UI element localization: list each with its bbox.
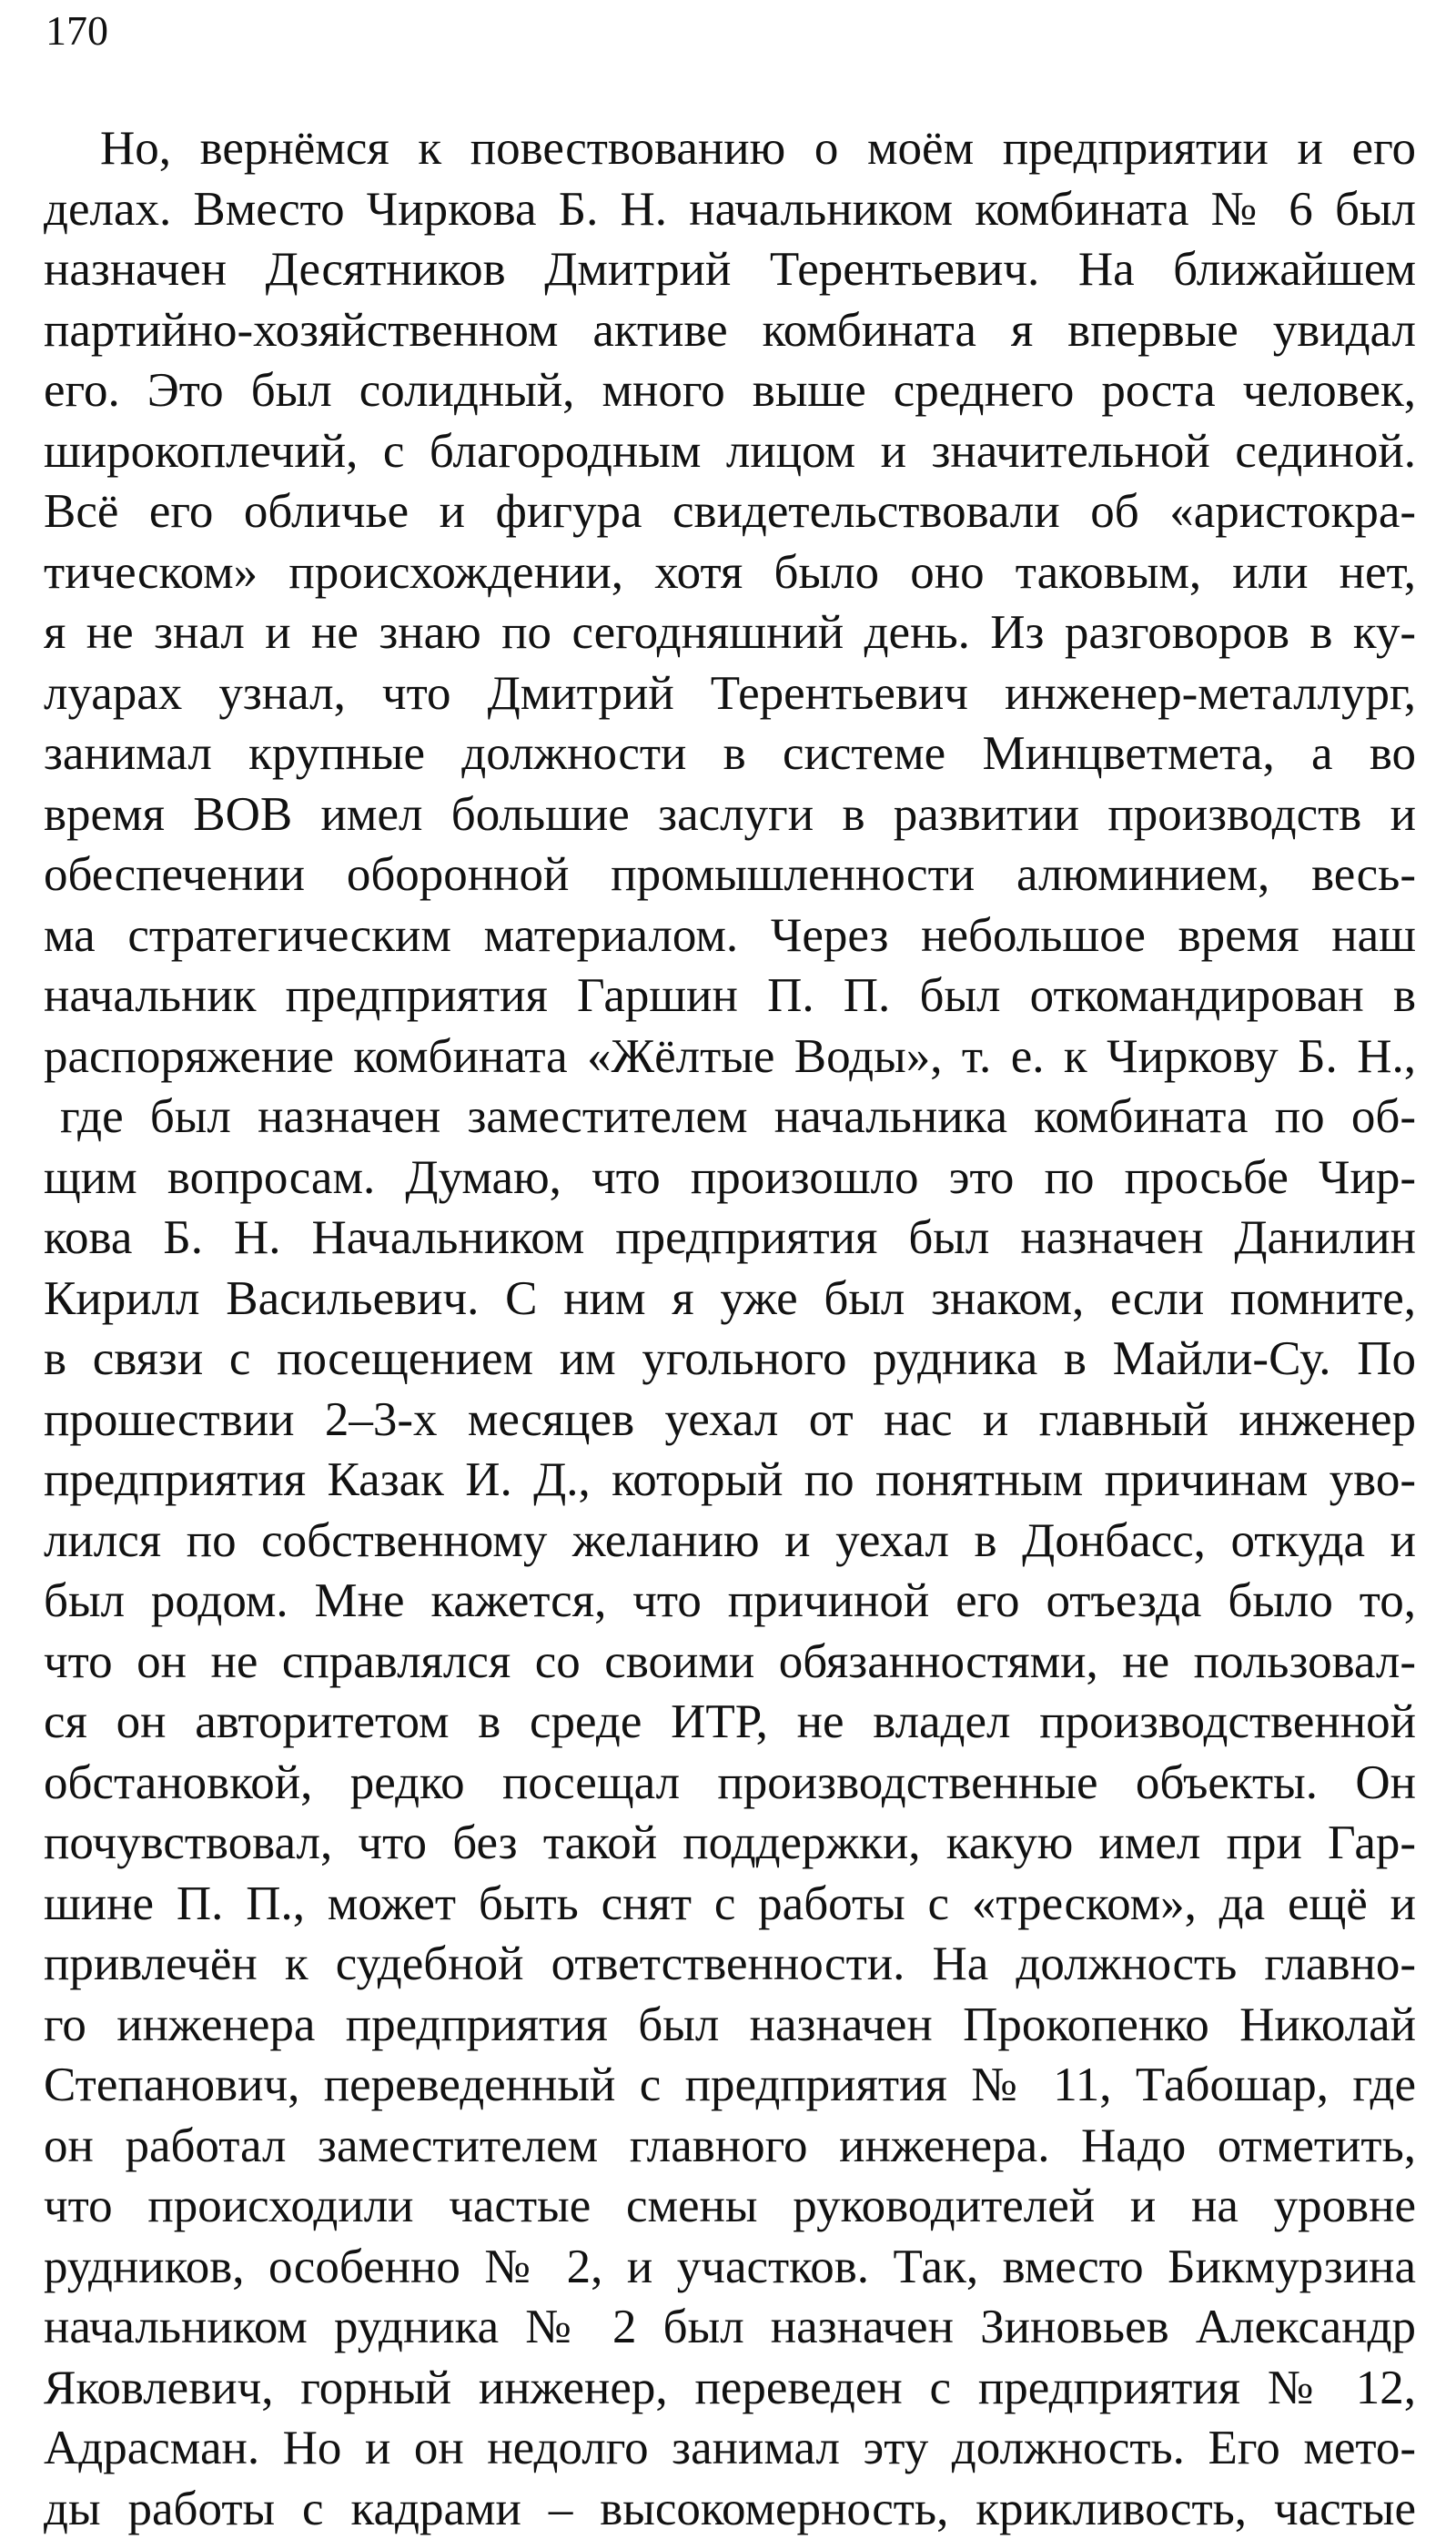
text-line: ся он авторитетом в среде ИТР, не владел производственной	[44, 1692, 1416, 1753]
text-line: начальником рудника № 2 был назначен Зиновьев Александр	[44, 2297, 1416, 2358]
text-line: привлечён к судебной ответственности. На должность главно-	[44, 1934, 1416, 1995]
text-line: назначен Десятников Дмитрий Терентьевич. На ближайшем	[44, 239, 1416, 300]
text-line: рудников, особенно № 2, и участков. Так, вместо Бикмурзина	[44, 2237, 1416, 2298]
text-line: что он не справлялся со своими обязанностями, не пользовал-	[44, 1632, 1416, 1693]
text-line: щим вопросам. Думаю, что произошло это по просьбе Чир-	[44, 1148, 1416, 1209]
text-line: Кирилл Васильевич. С ним я уже был знаком, если помните,	[44, 1269, 1416, 1330]
page-number: 170	[46, 4, 108, 58]
text-line: делах. Вместо Чиркова Б. Н. начальником комбината № 6 был	[44, 179, 1416, 240]
text-line: распоряжение комбината «Жёлтые Воды», т. е. к Чиркову Б. Н.,	[44, 1027, 1416, 1087]
text-line: обеспечении оборонной промышленности алюминием, весь-	[44, 845, 1416, 905]
text-line: ма стратегическим материалом. Через небольшое время наш	[44, 905, 1416, 966]
text-line: где был назначен заместителем начальника комбината по об-	[44, 1087, 1416, 1148]
text-line: тическом» происхождении, хотя было оно таковым, или нет,	[44, 542, 1416, 603]
text-line: занимал крупные должности в системе Минцветмета, а во	[44, 723, 1416, 784]
text-line: почувствовал, что без такой поддержки, какую имел при Гар-	[44, 1813, 1416, 1874]
text-line: обстановкой, редко посещал производственные объекты. Он	[44, 1753, 1416, 1814]
text-line: что происходили частые смены руководителей и на уровне	[44, 2176, 1416, 2237]
text-line: партийно-хозяйственном активе комбината я впервые увидал	[44, 300, 1416, 361]
text-line: лился по собственному желанию и уехал в Донбасс, откуда и	[44, 1511, 1416, 1572]
text-line: в связи с посещением им угольного рудника в Майли-Су. По	[44, 1329, 1416, 1390]
text-line: го инженера предприятия был назначен Прокопенко Николай	[44, 1995, 1416, 2056]
text-line: Степанович, переведенный с предприятия № 11, Табошар, где	[44, 2055, 1416, 2116]
text-line: прошествии 2–3-х месяцев уехал от нас и главный инженер	[44, 1390, 1416, 1451]
text-line: был родом. Мне кажется, что причиной его отъезда было то,	[44, 1571, 1416, 1632]
text-line: шине П. П., может быть снят с работы с «треском», да ещё и	[44, 1874, 1416, 1935]
text-line: он работал заместителем главного инженера. Надо отметить,	[44, 2116, 1416, 2177]
text-line: я не знал и не знаю по сегодняшний день. Из разговоров в ку-	[44, 602, 1416, 663]
text-line: Но, вернёмся к повествованию о моём предприятии и его	[44, 118, 1416, 179]
text-line: время ВОВ имел большие заслуги в развитии производств и	[44, 784, 1416, 845]
text-line: Яковлевич, горный инженер, переведен с предприятия № 12,	[44, 2358, 1416, 2419]
text-line: луарах узнал, что Дмитрий Терентьевич инженер-металлург,	[44, 663, 1416, 724]
text-line: Всё его обличье и фигура свидетельствовали об «аристокра-	[44, 481, 1416, 542]
body-text	[44, 118, 1416, 2539]
text-line: кова Б. Н. Начальником предприятия был назначен Данилин	[44, 1208, 1416, 1269]
text-line: широкоплечий, с благородным лицом и значительной сединой.	[44, 421, 1416, 482]
text-line: предприятия Казак И. Д., который по понятным причинам уво-	[44, 1450, 1416, 1511]
text-line: его. Это был солидный, много выше среднего роста человек,	[44, 360, 1416, 421]
text-line: Адрасман. Но и он недолго занимал эту должность. Его мето-	[44, 2418, 1416, 2479]
text-line: ды работы с кадрами – высокомерность, крикливость, частые	[44, 2479, 1416, 2539]
text-line: начальник предприятия Гаршин П. П. был откомандирован в	[44, 966, 1416, 1027]
